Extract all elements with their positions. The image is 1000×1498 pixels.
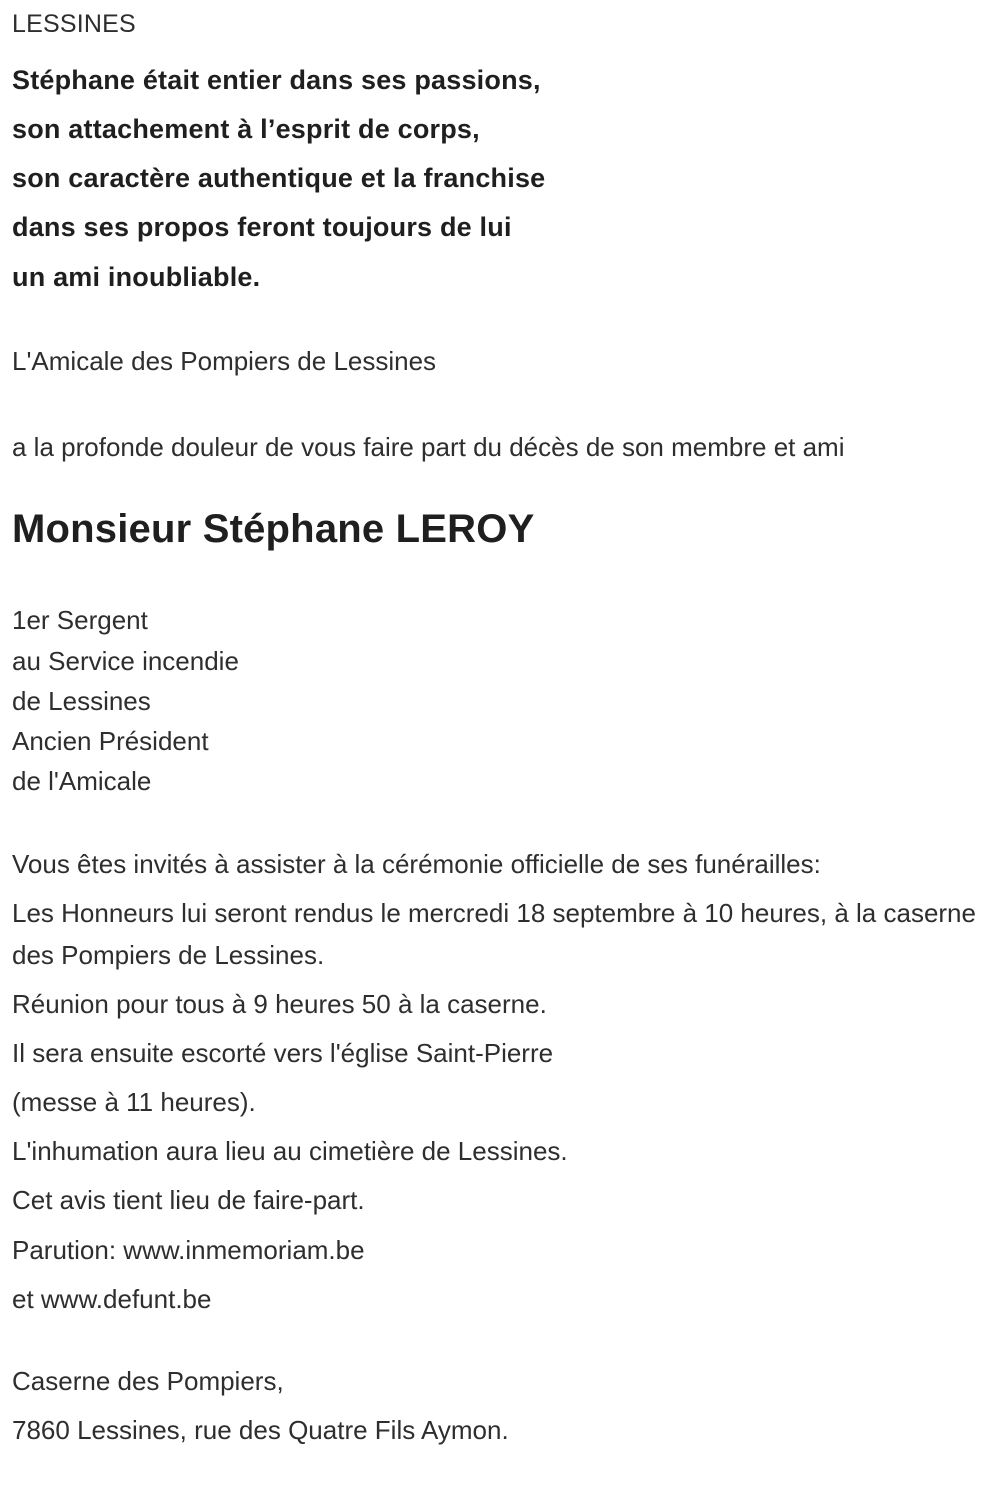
- ceremony-line: Vous êtes invités à assister à la cérémonie officielle de ses funérailles:: [12, 848, 821, 879]
- tribute-line: son attachement à l’esprit de corps,: [12, 114, 480, 145]
- tribute-section: [12, 61, 988, 297]
- title-line: au Service incendie: [12, 645, 239, 676]
- tribute-line: dans ses propos feront toujours de lui: [12, 212, 512, 243]
- ceremony-line: (messe à 11 heures).: [12, 1087, 256, 1118]
- ceremony-line: Il sera ensuite escorté vers l'église Saint-Pierre: [12, 1038, 554, 1069]
- title-line: Ancien Président: [12, 725, 209, 756]
- tribute-line: Stéphane était entier dans ses passions,: [12, 65, 541, 95]
- city-label: LESSINES: [12, 10, 136, 38]
- title-line: de Lessines: [12, 685, 151, 716]
- publication-line: Parution: www.inmemoriam.be: [12, 1234, 365, 1265]
- address-section: [12, 1360, 988, 1451]
- address-line: Caserne des Pompiers,: [12, 1365, 284, 1396]
- organization-name: L'Amicale des Pompiers de Lessines: [12, 345, 437, 376]
- address-line: 7860 Lessines, rue des Quatre Fils Aymon.: [12, 1414, 509, 1445]
- publication-line: et www.defunt.be: [12, 1283, 212, 1314]
- deceased-name: Monsieur Stéphane LEROY: [12, 507, 535, 552]
- ceremony-line: L'inhumation aura lieu au cimetière de Lessines.: [12, 1136, 568, 1167]
- ceremony-line: Cet avis tient lieu de faire-part.: [12, 1185, 365, 1216]
- title-line: 1er Sergent: [12, 605, 148, 636]
- tribute-line: son caractère authentique et la franchise: [12, 163, 546, 194]
- ceremony-line: Les Honneurs lui seront rendus le mercredi 18 septembre à 10 heures, à la caserne des Pompiers de Lessines.: [12, 897, 976, 970]
- ceremony-line: Réunion pour tous à 9 heures 50 à la caserne.: [12, 988, 547, 1019]
- tribute-line: un ami inoubliable.: [12, 261, 261, 292]
- ceremony-section: [12, 843, 988, 1320]
- title-line: de l'Amicale: [12, 765, 152, 796]
- announcement-text: a la profonde douleur de vous faire part du décès de son membre et ami: [12, 432, 845, 463]
- titles-section: [12, 600, 988, 800]
